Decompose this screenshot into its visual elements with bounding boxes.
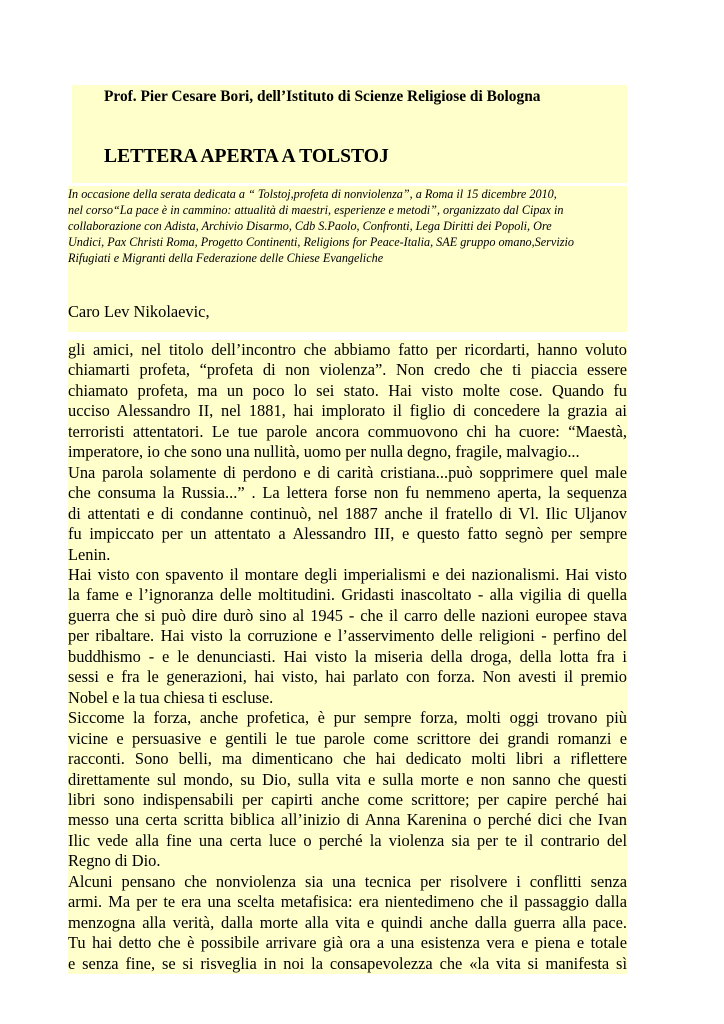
letter-line: ucciso Alessandro II, nel 1881, hai implorato il figlio di concedere la grazia ai bbox=[68, 401, 627, 421]
letter-line: che consuma la Russia...” . La lettera forse non fu nemmeno aperta, la sequenza bbox=[68, 483, 627, 503]
letter-line: vicine e persuasive e gentili le tue parole come scrittore dei grandi romanzi e bbox=[68, 728, 627, 748]
letter-line: Regno di Dio. bbox=[68, 851, 627, 871]
letter-line: menzogna alla verità, dalla morte alla vita e quindi anche dalla guerra alla pace. bbox=[68, 912, 627, 932]
letter-line: buddhismo - e le denunciasti. Hai visto la miseria della droga, della lotta fra i bbox=[68, 646, 627, 666]
letter-line: gli amici, nel titolo dell’incontro che abbiamo fatto per ricordarti, hanno voluto bbox=[68, 340, 627, 359]
letter-line: Ilic vede alla fine una certa luce o perché la violenza sia per te il contrario del bbox=[68, 830, 627, 850]
author-heading: Prof. Pier Cesare Bori, dell’Istituto di Scienze Religiose di Bologna bbox=[104, 88, 541, 105]
highlight-gap bbox=[68, 278, 627, 300]
intro-line: In occasione della serata dedicata a “ Tolstoj,profeta di nonviolenza”, a Roma il 15 dicembre 2010, bbox=[68, 187, 557, 201]
intro-line: Rifugiati e Migranti della Federazione delle Chiese Evangeliche bbox=[68, 251, 384, 265]
letter-line: chiamarti profeta, “profeta di non violenza”. Non credo che ti piaccia essere bbox=[68, 360, 627, 380]
letter-line: per ribaltare. Hai visto la corruzione e l’asservimento delle religioni - perfino del bbox=[68, 626, 627, 646]
letter-line: racconti. Sono belli, ma dimenticano che hai dedicato molti libri a riflettere bbox=[68, 749, 627, 769]
letter-line: armi. Ma per te era una scelta metafisica: era nientedimeno che il passaggio dalla bbox=[68, 892, 627, 912]
letter-line: Tu hai detto che è possibile arrivare già ora a una esistenza vera e piena e totale bbox=[68, 933, 627, 953]
letter-line: Hai visto con spavento il montare degli imperialismi e dei nazionalismi. Hai visto bbox=[68, 564, 627, 584]
letter-line: e senza fine, se si risveglia in noi la consapevolezza che «la vita si manifesta sì bbox=[68, 953, 627, 973]
intro-line: nel corso“La pace è in cammino: attualità di maestri, esperienze e metodi”, organizzato dal Cipax in bbox=[68, 203, 564, 217]
intro-paragraph bbox=[68, 186, 627, 278]
highlight-spacer bbox=[72, 115, 627, 143]
letter-body bbox=[68, 340, 627, 974]
intro-line: collaborazione con Adista, Archivio Disarmo, Cdb S.Paolo, Confronti, Lega Diritti dei Popoli, Ore bbox=[68, 219, 552, 233]
letter-line: libri sono indispensabili per capirti anche come scrittore; per capire perché hai bbox=[68, 789, 627, 809]
letter-line: chiamato profeta, ma un poco lo sei stato. Hai visto molte cose. Quando fu bbox=[68, 380, 627, 400]
letter-line: Lenin. bbox=[68, 545, 627, 565]
intro-line: Undici, Pax Christi Roma, Progetto Continenti, Religions for Peace-Italia, SAE gruppo omano,Servizio bbox=[68, 235, 574, 249]
letter-line: sessi e fra le generazioni, hai visto, hai parlato con forza. Non avesti il premio bbox=[68, 667, 627, 687]
letter-line: di attentati e di condanne continuò, nel 1887 anche il fratello di Vl. Ilic Uljanov bbox=[68, 503, 627, 523]
letter-line: terroristi attentatori. Le tue parole ancora commuovono chi ha cuore: “Maestà, bbox=[68, 421, 627, 441]
letter-line: direttamente sul mondo, su Dio, sulla vita e sulla morte e non sanno che questi bbox=[68, 769, 627, 789]
letter-line: imperatore, io che sono una nullità, uomo per nulla degno, fragile, malvagio... bbox=[68, 442, 627, 462]
letter-line: la fame e l’ignoranza delle moltitudini. Gridasti inascoltato - alla vigilia di quella bbox=[68, 585, 627, 605]
letter-line: Siccome la forza, anche profetica, è pur sempre forza, molti oggi trovano più bbox=[68, 708, 627, 728]
letter-line: fu impiccato per un attentato a Alessandro III, e questo fatto segnò per sempre bbox=[68, 524, 627, 544]
letter-line: Una parola solamente di perdono e di carità cristiana...può sopprimere quel male bbox=[68, 462, 627, 482]
letter-line: guerra che si può dire durò sino al 1945 - che il carro delle nazioni europee stava bbox=[68, 605, 627, 625]
letter-line: Alcuni pensano che nonviolenza sia una tecnica per risolvere i conflitti senza bbox=[68, 871, 627, 891]
letter-title: LETTERA APERTA A TOLSTOJ bbox=[104, 146, 389, 167]
letter-line: Nobel e la tua chiesa ti escluse. bbox=[68, 688, 627, 708]
letter-line: messo una certa scritta biblica all’inizio di Anna Karenina o perché dici che Ivan bbox=[68, 810, 627, 830]
letter-greeting: Caro Lev Nikolaevic, bbox=[68, 300, 627, 332]
